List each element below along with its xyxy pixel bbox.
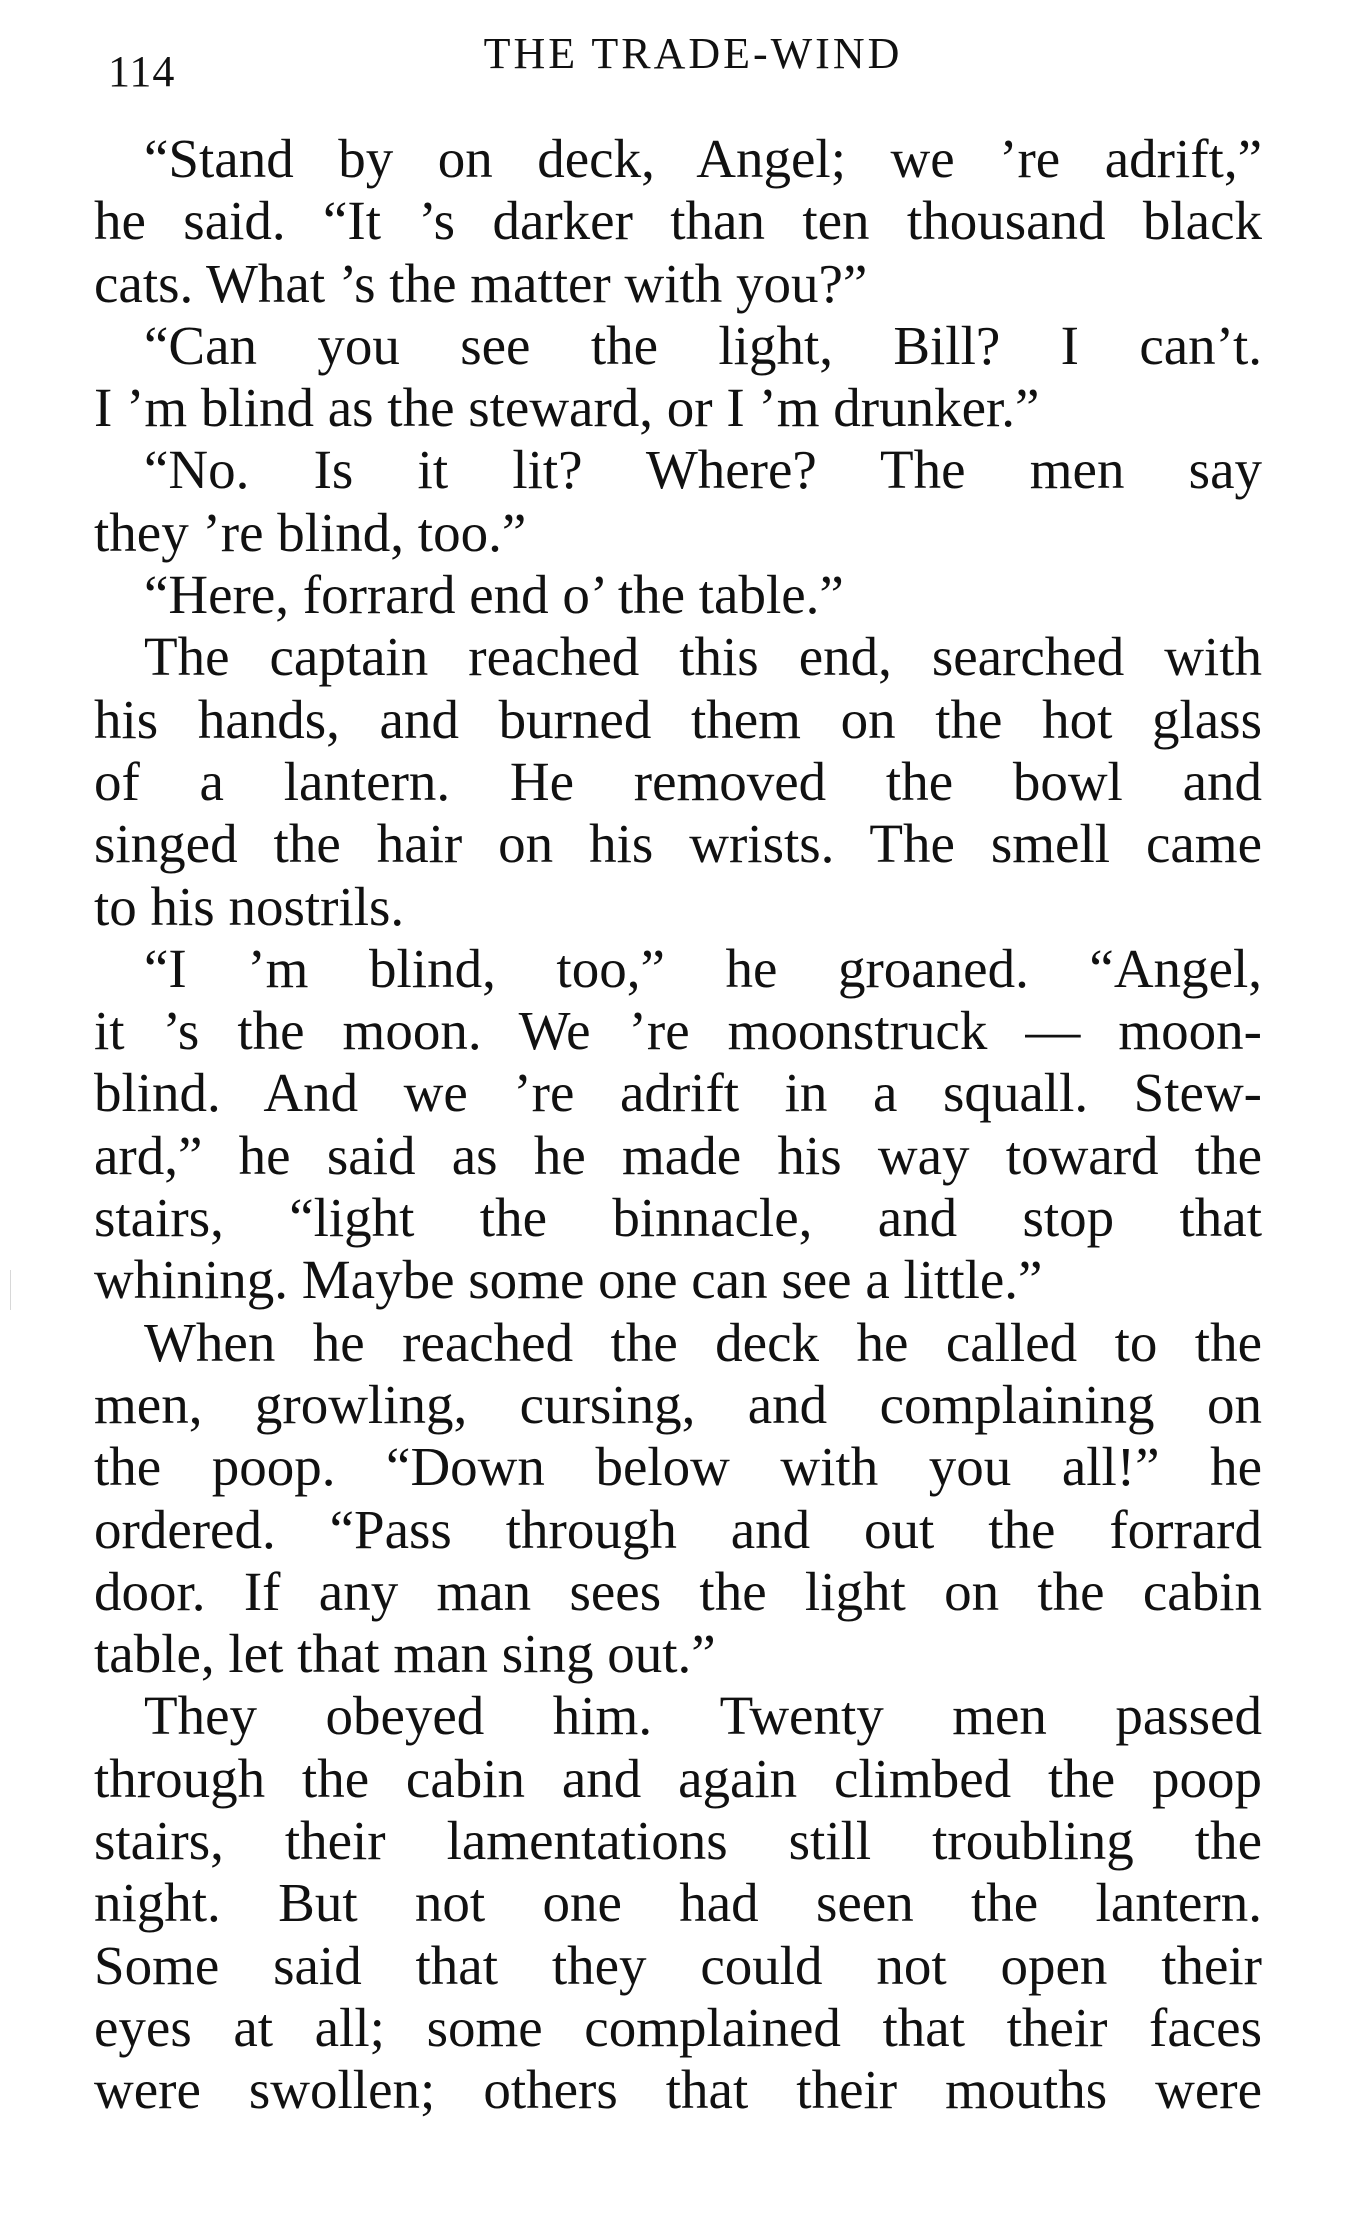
margin-mark	[10, 1270, 11, 1310]
text-line: his hands, and burned them on the hot glass	[94, 688, 1262, 750]
text-line: “Here, forrard end o’ the table.”	[144, 564, 844, 626]
text-line: I ’m blind as the steward, or I ’m drunker.”	[94, 377, 1040, 439]
text-line: blind. And we ’re adrift in a squall. Stew-	[94, 1062, 1262, 1124]
text-line: through the cabin and again climbed the poop	[94, 1747, 1262, 1809]
text-line: cats. What ’s the matter with you?”	[94, 252, 868, 314]
text-line: of a lantern. He removed the bowl and	[94, 750, 1262, 812]
text-line: ordered. “Pass through and out the forrard	[94, 1498, 1262, 1560]
text-line: Some said that they could not open their	[94, 1934, 1262, 1996]
text-line: ard,” he said as he made his way toward the	[94, 1124, 1262, 1186]
text-line: “Can you see the light, Bill? I can’t.	[144, 314, 1262, 376]
page-header	[108, 28, 1278, 98]
text-line: they ’re blind, too.”	[94, 501, 527, 563]
text-line: table, let that man sing out.”	[94, 1623, 716, 1685]
text-line: he said. “It ’s darker than ten thousand black	[94, 190, 1262, 252]
page-number: 114	[108, 47, 176, 96]
text-line: stairs, “light the binnacle, and stop that	[94, 1187, 1262, 1249]
text-line: it ’s the moon. We ’re moonstruck — moon-	[94, 1000, 1262, 1062]
text-line: door. If any man sees the light on the cabin	[94, 1560, 1262, 1622]
text-line: the poop. “Down below with you all!” he	[94, 1436, 1262, 1498]
text-line: whining. Maybe some one can see a little.”	[94, 1249, 1043, 1311]
text-line: men, growling, cursing, and complaining on	[94, 1373, 1262, 1435]
text-line: “Stand by on deck, Angel; we ’re adrift,”	[144, 128, 1262, 189]
text-line: The captain reached this end, searched with	[144, 626, 1262, 688]
text-line: eyes at all; some complained that their faces	[94, 1996, 1262, 2058]
text-line: were swollen; others that their mouths were	[94, 2059, 1262, 2121]
text-line: night. But not one had seen the lantern.	[94, 1872, 1262, 1934]
text-line: stairs, their lamentations still troubling the	[94, 1810, 1262, 1872]
text-line: “No. Is it lit? Where? The men say	[144, 439, 1262, 501]
text-line: singed the hair on his wrists. The smell came	[94, 813, 1262, 875]
text-line: to his nostrils.	[94, 875, 405, 937]
body-text	[94, 128, 1262, 2122]
text-line: When he reached the deck he called to the	[144, 1311, 1262, 1373]
running-title: THE TRADE-WIND	[483, 29, 903, 78]
text-line: They obeyed him. Twenty men passed	[144, 1685, 1262, 1747]
text-line: “I ’m blind, too,” he groaned. “Angel,	[144, 937, 1262, 999]
